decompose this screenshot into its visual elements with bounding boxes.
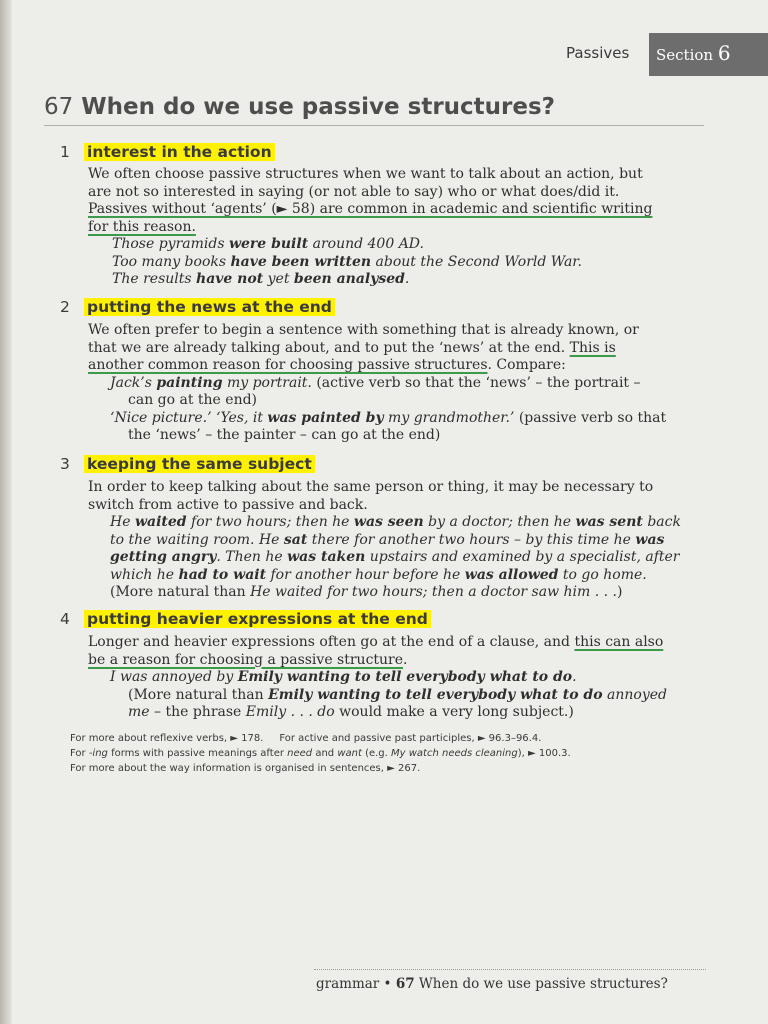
example-continuation: can go at the end): [128, 392, 258, 408]
section-label: Section: [656, 46, 714, 64]
footer-bullet: •: [383, 976, 392, 992]
section-3-body-line: In order to keep talking about the same person or thing, it may be necessary to: [88, 479, 654, 495]
footnote: For more about the way information is organised in sentences, ► 267.: [70, 763, 421, 774]
section-tab: [649, 33, 768, 76]
unit-title-text: When do we use passive structures?: [81, 94, 556, 120]
section-4-body-line: be a reason for choosing a passive structure.: [88, 651, 408, 668]
section-2-body-line: that we are already talking about, and to put the ‘news’ at the end. This is: [88, 339, 616, 356]
section-1-number: 1: [60, 143, 70, 161]
footer-rule: [314, 969, 706, 970]
section-number: 6: [717, 41, 731, 65]
footer-unit-number: 67: [395, 976, 415, 992]
page-footer: [316, 976, 668, 992]
section-4-body-line: Longer and heavier expressions often go at the end of a clause, and this can also: [88, 634, 664, 650]
example-sentence: The results have not yet been analysed.: [112, 271, 410, 287]
example-sentence: Too many books have been written about the Second World War.: [112, 253, 582, 270]
footnote: For more about reflexive verbs, ► 178. For active and passive past participles, ► 96.3–96.4.: [70, 733, 542, 744]
section-4-heading: putting heavier expressions at the end: [84, 610, 431, 628]
unit-number: 67: [44, 94, 74, 120]
example-sentence: I was annoyed by Emily wanting to tell everybody what to do.: [110, 669, 577, 685]
book-spine-shadow: [0, 0, 12, 1024]
footnote: For -ing forms with passive meanings after need and want (e.g. My watch needs cleaning), ► 100.3.: [70, 748, 571, 759]
example-sentence: Jack’s painting my portrait. (active verb so that the ‘news’ – the portrait –: [110, 374, 641, 391]
section-1-body-line: Passives without ‘agents’ (► 58) are common in academic and scientific writing: [88, 201, 653, 217]
section-1-body-line: We often choose passive structures when we want to talk about an action, but: [88, 166, 643, 182]
example-continuation: the ‘news’ – the painter – can go at the end): [128, 427, 441, 443]
section-2-body-line: We often prefer to begin a sentence with something that is already known, or: [88, 322, 639, 338]
example-line: which he had to wait for another hour before he was allowed to go home.: [110, 566, 647, 583]
example-comment: (More natural than He waited for two hours; then a doctor saw him . . .): [110, 584, 623, 600]
example-line: He waited for two hours; then he was seen by a doctor; then he was sent back: [110, 514, 681, 530]
section-2-heading: putting the news at the end: [84, 298, 335, 316]
running-title: Passives: [566, 44, 630, 62]
example-comment: (More natural than Emily wanting to tell everybody what to do annoyed: [128, 686, 667, 703]
section-1-body-line: for this reason.: [88, 218, 196, 235]
section-1-heading: interest in the action: [84, 143, 275, 161]
example-line: getting angry. Then he was taken upstairs and examined by a specialist, after: [110, 549, 680, 565]
example-sentence: ‘Nice picture.’ ‘Yes, it was painted by my grandmother.’ (passive verb so that: [110, 409, 667, 426]
footer-title: When do we use passive structures?: [418, 976, 668, 992]
example-comment: me – the phrase Emily . . . do would make a very long subject.): [128, 704, 574, 720]
section-2-number: 2: [60, 298, 70, 316]
section-2-body-line: another common reason for choosing passive structures. Compare:: [88, 357, 566, 373]
unit-title: [44, 94, 704, 126]
section-3-heading: keeping the same subject: [84, 455, 315, 473]
example-line: to the waiting room. He sat there for another two hours – by this time he was: [110, 531, 665, 548]
section-3-body-line: switch from active to passive and back.: [88, 496, 368, 513]
section-3-number: 3: [60, 455, 70, 473]
section-4-number: 4: [60, 610, 70, 628]
example-sentence: Those pyramids were built around 400 AD.: [112, 236, 424, 252]
section-1-body-line: are not so interested in saying (or not able to say) who or what does/did it.: [88, 183, 620, 200]
footer-label: grammar: [316, 976, 380, 992]
